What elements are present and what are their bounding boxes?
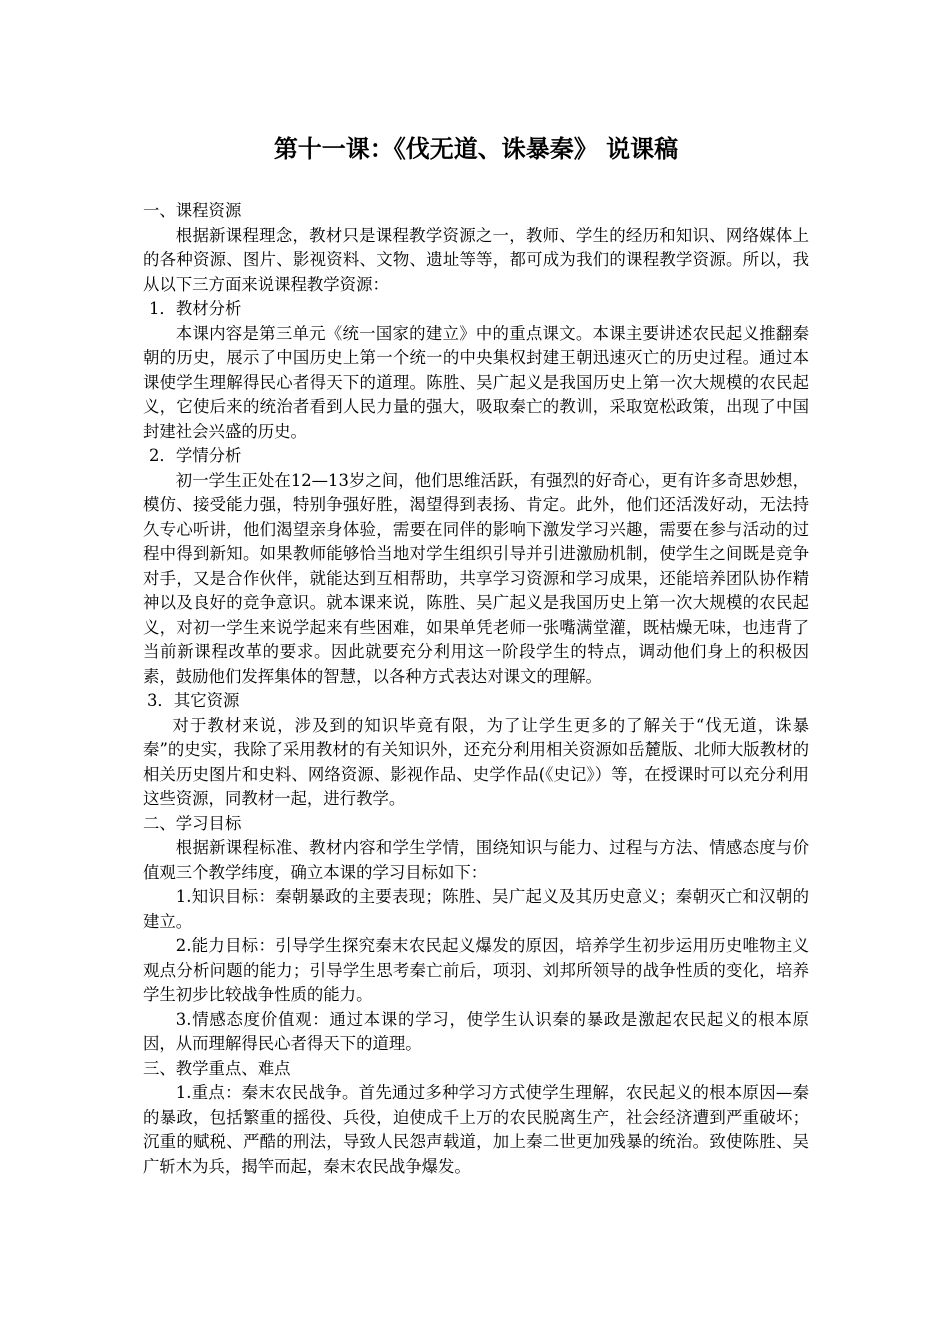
subheading-other-resources: 3．其它资源: [147, 691, 240, 710]
document-title: 第十一课：《伐无道、诛暴秦》 说课稿: [273, 135, 679, 163]
paragraph: 初一学生正处在12—13岁之间，他们思维活跃，有强烈的好奇心，更有许多奇思妙想，模仿、接受能力强，特别争强好胜，渴望得到表扬、肯定。此外，他们还活泼好动，无法持久专心听讲，他们渴望亲身体验，需要在同伴的影响下激发学习兴趣，需要在参与活动的过程中得到新知。如果教师能够恰当地对学生组织引导并引进激励机制，使学生之间既是竞争对手，又是合作伙伴，就能达到互相帮助，共享学习资源和学习成果，还能培养团队协作精神以及良好的竞争意识。就本课来说，陈胜、吴广起义是我国历史上第一次大规模的农民起义，对初一学生来说学起来有些困难，如果单凭老师一张嘴满堂灌，既枯燥无味，也违背了当前新课程改革的要求。因此就要充分利用这一阶段学生的特点，调动他们身上的积极因素，鼓励他们发挥集体的智慧，以各种方式表达对课文的理解。: [143, 470, 809, 686]
paragraph: 根据新课程标准、教材内容和学生学情，围绕知识与能力、过程与方法、情感态度与价值观三个教学纬度，确立本课的学习目标如下：: [143, 838, 809, 882]
paragraph: 3.情感态度价值观：通过本课的学习，使学生认识秦的暴政是激起农民起义的根本原因，从而理解得民心者得天下的道理。: [143, 1009, 809, 1053]
subheading-student-analysis: 2．学情分析: [149, 446, 242, 465]
document-body: [143, 199, 809, 1179]
paragraph: 本课内容是第三单元《统一国家的建立》中的重点课文。本课主要讲述农民起义推翻秦朝的历史，展示了中国历史上第一个统一的中央集权封建王朝迅速灭亡的历史过程。通过本课使学生理解得民心者得天下的道理。陈胜、吴广起义是我国历史上第一次大规模的农民起义，它使后来的统治者看到人民力量的强大，吸取秦亡的教训，采取宽松政策，出现了中国封建社会兴盛的历史。: [143, 323, 809, 441]
paragraph: 对于教材来说，涉及到的知识毕竟有限，为了让学生更多的了解关于“伐无道，诛暴秦”的史实，我除了采用教材的有关知识外，还充分利用相关资源如岳麓版、北师大版教材的相关历史图片和史料、网络资源、影视作品、史学作品(《史记》）等，在授课时可以充分利用这些资源，同教材一起，进行教学。: [143, 715, 809, 808]
paragraph: 1.重点：秦末农民战争。首先通过多种学习方式使学生理解，农民起义的根本原因—秦的暴政，包括繁重的摇役、兵役，迫使成千上万的农民脱离生产，社会经济遭到严重破坏；沉重的赋税、严酷的刑法，导致人民怨声载道，加上秦二世更加残暴的统治。致使陈胜、吴广斩木为兵，揭竿而起，秦末农民战争爆发。: [143, 1083, 809, 1176]
paragraph: 2.能力目标：引导学生探究秦末农民起义爆发的原因，培养学生初步运用历史唯物主义观点分析问题的能力；引导学生思考秦亡前后，项羽、刘邦所领导的战争性质的变化，培养学生初步比较战争性质的能力。: [143, 936, 809, 1004]
paragraph: 根据新课程理念，教材只是课程教学资源之一，教师、学生的经历和知识、网络媒体上的各种资源、图片、影视资料、文物、遗址等等，都可成为我们的课程教学资源。所以，我从以下三方面来说课程教学资源：: [143, 225, 809, 294]
subheading-textbook-analysis: 1．教材分析: [149, 299, 242, 318]
section-heading-key-points: 三、教学重点、难点: [143, 1058, 291, 1078]
section-heading-course-resources: 一、课程资源: [143, 201, 242, 220]
paragraph: 1.知识目标：秦朝暴政的主要表现；陈胜、吴广起义及其历史意义；秦朝灭亡和汉朝的建立。: [143, 887, 809, 931]
section-heading-learning-goals: 二、学习目标: [143, 813, 242, 833]
